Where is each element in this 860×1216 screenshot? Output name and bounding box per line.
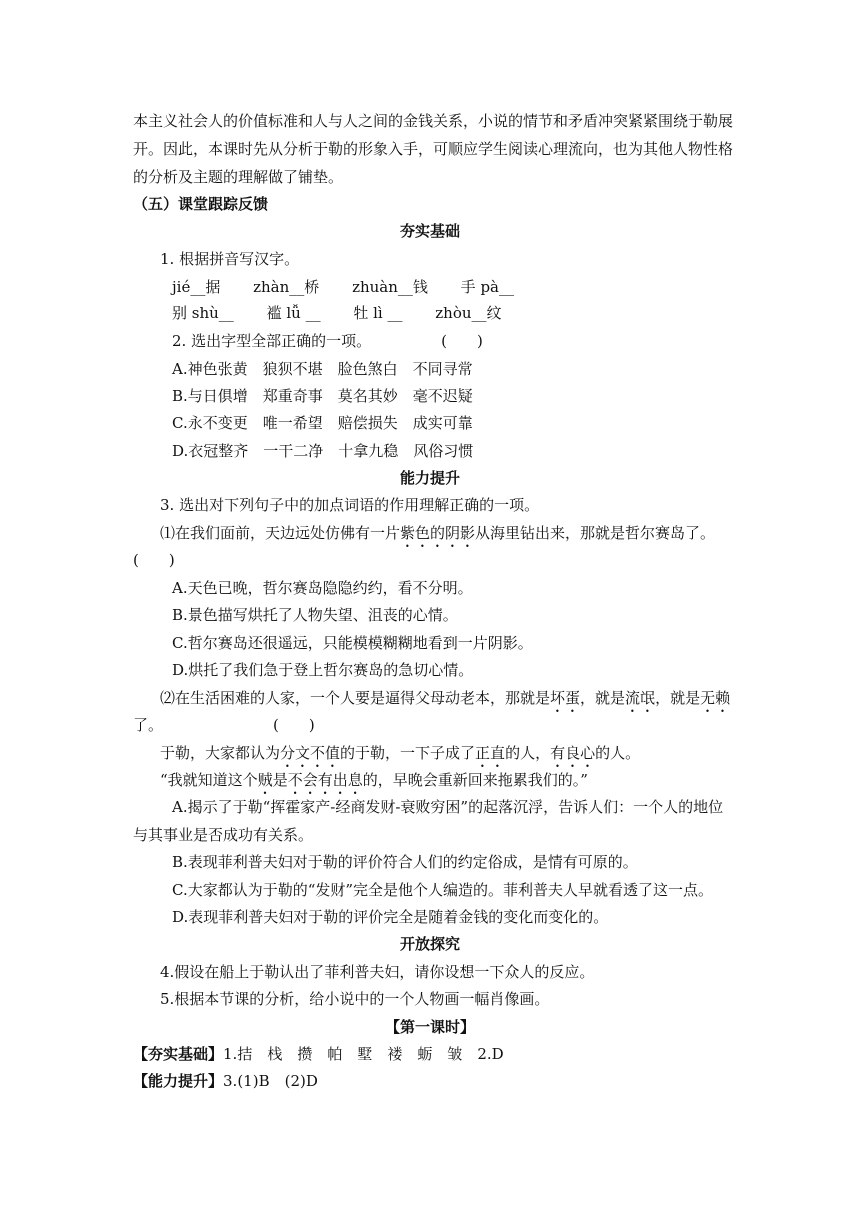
question-3-sentence-2b — [160, 742, 735, 771]
pinyin-item: 手 pà__ — [460, 278, 514, 296]
pinyin-item: zhòu__纹 — [435, 304, 502, 322]
option-b: B.表现菲利普夫妇对于勒的评价符合人们的约定俗成，是情有可原的。 — [172, 853, 638, 871]
subheading-foundation: 夯实基础 — [399, 222, 460, 240]
intro-line-1: 本主义社会人的价值标准和人与人之间的金钱关系，小说的情节和矛盾冲突紧紧围绕于勒展 — [133, 112, 734, 130]
pinyin-item: 牡 lì __ — [353, 304, 403, 322]
option-b: B.景色描写烘托了人物失望、沮丧的心情。 — [172, 606, 458, 624]
dotted-word: 贼 — [257, 771, 273, 789]
pinyin-item: 褴 lǚ __ — [266, 304, 321, 322]
dotted-phrase: 紫色的阴影 — [400, 524, 476, 542]
option-b: B.与日俱增 郑重奇事 莫名其妙 毫不迟疑 — [172, 387, 473, 405]
dotted-word: 有良心 — [550, 744, 596, 762]
section-heading: （五）课堂跟踪反馈 — [133, 195, 269, 213]
answer-paren: ( ) — [273, 716, 315, 734]
sentence-text: 的，早晚会重新回来拖累我们的。” — [362, 771, 588, 789]
question-3-sentence-2 — [160, 687, 735, 716]
pinyin-row-2 — [172, 302, 735, 324]
option-c: C.永不变更 唯一希望 赔偿损失 成实可靠 — [172, 414, 473, 432]
answer-line-1 — [133, 1043, 735, 1065]
answer-paren: ( ) — [441, 332, 483, 350]
answer-line-2 — [133, 1070, 735, 1092]
sentence-text: 的人， — [505, 744, 551, 762]
sentence-2-end — [133, 714, 735, 736]
dotted-word: 正直 — [475, 744, 506, 762]
sentence-text: 是 — [272, 771, 288, 789]
dotted-phrase: 分文不值 — [280, 744, 341, 762]
answer-text: 3.(1)B (2)D — [223, 1072, 318, 1090]
sentence-text: ，就是 — [580, 689, 626, 707]
answer-label: 【能力提升】 — [133, 1072, 224, 1090]
sentence-text: 了。 — [133, 716, 164, 734]
pinyin-item: zhàn__桥 — [253, 278, 320, 296]
sentence-text: 的人。 — [595, 744, 641, 762]
question-3-sentence-1 — [160, 522, 735, 551]
pinyin-item: zhuàn__钱 — [352, 278, 428, 296]
question-4: 4.假设在船上于勒认出了菲利普夫妇，请你设想一下众人的反应。 — [160, 963, 595, 981]
option-a: A.天色已晚，哲尔赛岛隐隐约约，看不分明。 — [172, 579, 473, 597]
answer-text: 1.拮 栈 攒 帕 墅 褛 蛎 皱 2.D — [223, 1045, 504, 1063]
pinyin-item: jié__据 — [172, 278, 221, 296]
option-d: D.表现菲利普夫妇对于勒的评价完全是随着金钱的变化而变化的。 — [172, 908, 609, 926]
question-1-stem: 1. 根据拼音写汉字。 — [160, 250, 300, 268]
question-5: 5.根据本节课的分析，给小说中的一个人物画一幅肖像画。 — [160, 990, 550, 1008]
subheading-open-inquiry: 开放探究 — [399, 935, 460, 953]
sentence-text: ，就是 — [655, 689, 701, 707]
question-3-sentence-2c — [160, 769, 735, 798]
option-d: D.烘托了我们急于登上哲尔赛岛的急切心情。 — [172, 661, 474, 679]
option-a: A.神色张黄 狼狈不堪 脸色煞白 不同寻常 — [172, 360, 473, 378]
dotted-phrase: 不会有出息 — [287, 771, 363, 789]
sentence-text: ⑴在我们面前，天边远处仿佛有一片 — [160, 524, 401, 542]
subheading-ability: 能力提升 — [399, 469, 460, 487]
pinyin-row-1 — [172, 276, 735, 298]
sentence-text: ⑵在生活困难的人家，一个人要是逼得父母动老本，那就是 — [160, 689, 551, 707]
option-a: A.揭示了于勒“挥霍家产-经商发财-衰败穷困”的起落沉浮，告诉人们：一个人的地位 — [172, 798, 724, 816]
intro-line-3: 的分析及主题的理解做了铺垫。 — [133, 168, 344, 186]
sentence-text: “我就知道这个 — [160, 771, 258, 789]
question-2-text: 2. 选出字型全部正确的一项。 — [172, 332, 372, 350]
answer-label: 【夯实基础】 — [133, 1045, 224, 1063]
dotted-word: 坏蛋 — [550, 689, 581, 707]
sentence-text: 于勒，大家都认为 — [160, 744, 281, 762]
sentence-text: 的于勒，一下子成了 — [340, 744, 476, 762]
question-3-stem: 3. 选出对下列句子中的加点词语的作用理解正确的一项。 — [160, 496, 540, 514]
option-a-continued: 与其事业是否成功有关系。 — [133, 826, 314, 844]
pinyin-item: 别 shù__ — [172, 304, 234, 322]
dotted-word: 无赖 — [700, 689, 731, 707]
option-c: C.大家都认为于勒的“发财”完全是他个人编造的。菲利普夫人早就看透了这一点。 — [172, 881, 714, 899]
dotted-word: 流氓 — [625, 689, 656, 707]
answers-heading: 【第一课时】 — [384, 1018, 475, 1036]
intro-line-2: 开。因此，本课时先从分析于勒的形象入手，可顺应学生阅读心理流向，也为其他人物性格 — [133, 140, 734, 158]
option-c: C.哲尔赛岛还很遥远，只能模模糊糊地看到一片阴影。 — [172, 634, 533, 652]
answer-paren: ( ) — [133, 551, 175, 569]
option-d: D.衣冠整齐 一干二净 十拿九稳 风俗习惯 — [172, 442, 474, 460]
sentence-text: 从海里钻出来，那就是哲尔赛岛了。 — [475, 524, 716, 542]
question-2-stem — [172, 330, 735, 352]
